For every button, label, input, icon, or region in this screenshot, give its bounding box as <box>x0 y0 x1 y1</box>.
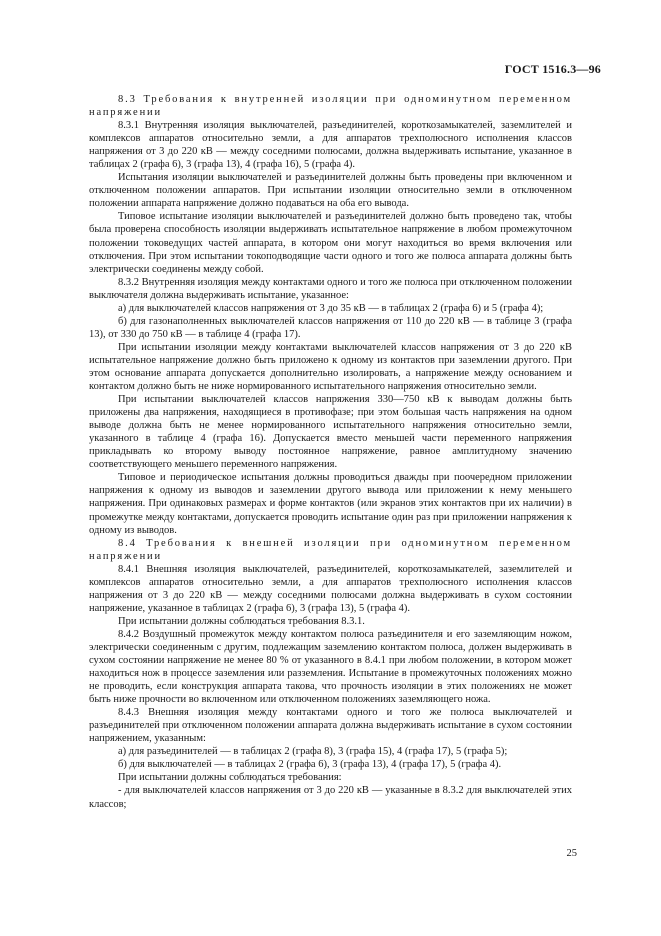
paragraph: б) для газонаполненных выключателей классов напряжения от 110 до 220 кВ — в таблице 3 (графа 13), от 330 до 750 кВ — в таблице 4 (графа 17). <box>89 315 572 340</box>
paragraph: а) для разъединителей — в таблицах 2 (графа 8), 3 (графа 15), 4 (графа 17), 5 (графа 5); <box>118 746 508 758</box>
paragraph: Типовое и периодическое испытания должны проводиться дважды при поочередном приложении напряжения к одному из выводов и заземлении другого вывода или приложении к нему меньшего напряжения. При одинаковых размерах и форме контактов (или экранов этих контактов при их наличии) в промежутке между контактами, допускается проводить испытание один раз при приложении напряжения к одному из выводов. <box>89 472 572 536</box>
document-header: ГОСТ 1516.3—96 <box>504 62 601 76</box>
page-number: 25 <box>566 848 577 859</box>
paragraph: При испытании выключателей классов напряжения 330—750 кВ к выводам должны быть приложены два напряжения, находящиеся в противофазе; при этом большая часть напряжения на одном выводе должна быть не менее нормированного испытательного напряжения относительно земли, указанного в таблице 4 (графа 16). Допускается вместо меньшей части переменного напряжения прикладывать ко второму выводу постоянное напряжение, равное амплитудному значению соответствующего меньшего переменного напряжения. <box>89 394 572 471</box>
paragraph: При испытании изоляции между контактами выключателей классов напряжения от 3 до 220 кВ испытательное напряжение должно быть приложено к одному из контактов при заземлении другого. При этом основание аппарата допускается дополнительно изолировать, а напряжение между основанием и контактом должно быть не ниже нормированного испытательного напряжения относительно земли. <box>89 341 572 393</box>
paragraph: Типовое испытание изоляции выключателей и разъединителей должно быть проведено так, чтобы была проверена способность изоляции выдерживать испытательное напряжение в любом промежуточном положении токоведущих частей аппарата, в котором они могут находиться во время включения или отключения. При этом испытании токоподводящие части одного и того же полюса аппарата должны быть электрически соединены между собой. <box>89 211 572 275</box>
section-heading: 8.4 Требования к внешней изоляции при одноминутном переменном напряжении <box>89 537 572 562</box>
paragraph: 8.4.2 Воздушный промежуток между контактом полюса разъединителя и его заземляющим ножом, электрически соединенным с другим, подлежащим заземлению контактом полюса, должен выдерживать в сухом состоянии напряжение не менее 80 % от указанного в 8.4.1 при любом положении, в котором может находиться нож в процессе заземления или разземления. Испытание в промежуточных положениях можно не проводить, если конструкция аппарата такова, что прочность изоляции в этих положениях не может быть ниже прочности во включенном или отключенном положениях заземляющего ножа. <box>89 628 572 706</box>
paragraph: 8.4.3 Внешняя изоляция между контактами одного и того же полюса выключателей и разъединителей при отключенном положении аппарата должна выдерживать испытание в сухом состоянии напряжением, указанным: <box>89 707 572 745</box>
paragraph: а) для выключателей классов напряжения от 3 до 35 кВ — в таблицах 2 (графа 6) и 5 (графа 4); <box>118 302 544 314</box>
paragraph: б) для выключателей — в таблицах 2 (графа 6), 3 (графа 13), 4 (графа 17), 5 (графа 4). <box>118 759 502 771</box>
paragraph: 8.4.1 Внешняя изоляция выключателей, разъединителей, короткозамыкателей, заземлителей и комплексов аппаратов относительно земли, а для аппаратов трехполюсного исполнения классов напряжения от 3 до 220 кВ — между соседними полюсами должна выдерживать в сухом состоянии напряжение, указанное в таблицах 2 (графа 6), 3 (графа 13), 5 (графа 4). <box>89 563 572 614</box>
document-body <box>89 93 572 811</box>
paragraph: При испытании должны соблюдаться требования 8.3.1. <box>118 615 365 627</box>
paragraph: Испытания изоляции выключателей и разъединителей должны быть проведены при включенном и отключенном положении аппаратов. При испытании изоляции относительно земли в отключенном положении аппарата напряжение должно подаваться на оба его вывода. <box>89 172 572 210</box>
paragraph: 8.3.2 Внутренняя изоляция между контактами одного и того же полюса при отключенном положении выключателя должна выдерживать испытание, указанное: <box>89 276 572 301</box>
paragraph: 8.3.1 Внутренняя изоляция выключателей, разъединителей, короткозамыкателей, заземлителей и комплексов аппаратов относительно земли, а для аппаратов трехполюсного исполнения классов напряжения от 3 до 220 кВ — между соседними полюсами, должна выдерживать испытание, указанное в таблицах 2 (графа 6), 3 (графа 13), 4 (графа 16), 5 (графа 4). <box>89 120 572 171</box>
section-heading: 8.3 Требования к внутренней изоляции при одноминутном переменном напряжении <box>89 94 572 119</box>
paragraph: - для выключателей классов напряжения от 3 до 220 кВ — указанные в 8.3.2 для выключателей этих классов; <box>89 785 572 810</box>
paragraph: При испытании должны соблюдаться требования: <box>118 772 342 784</box>
